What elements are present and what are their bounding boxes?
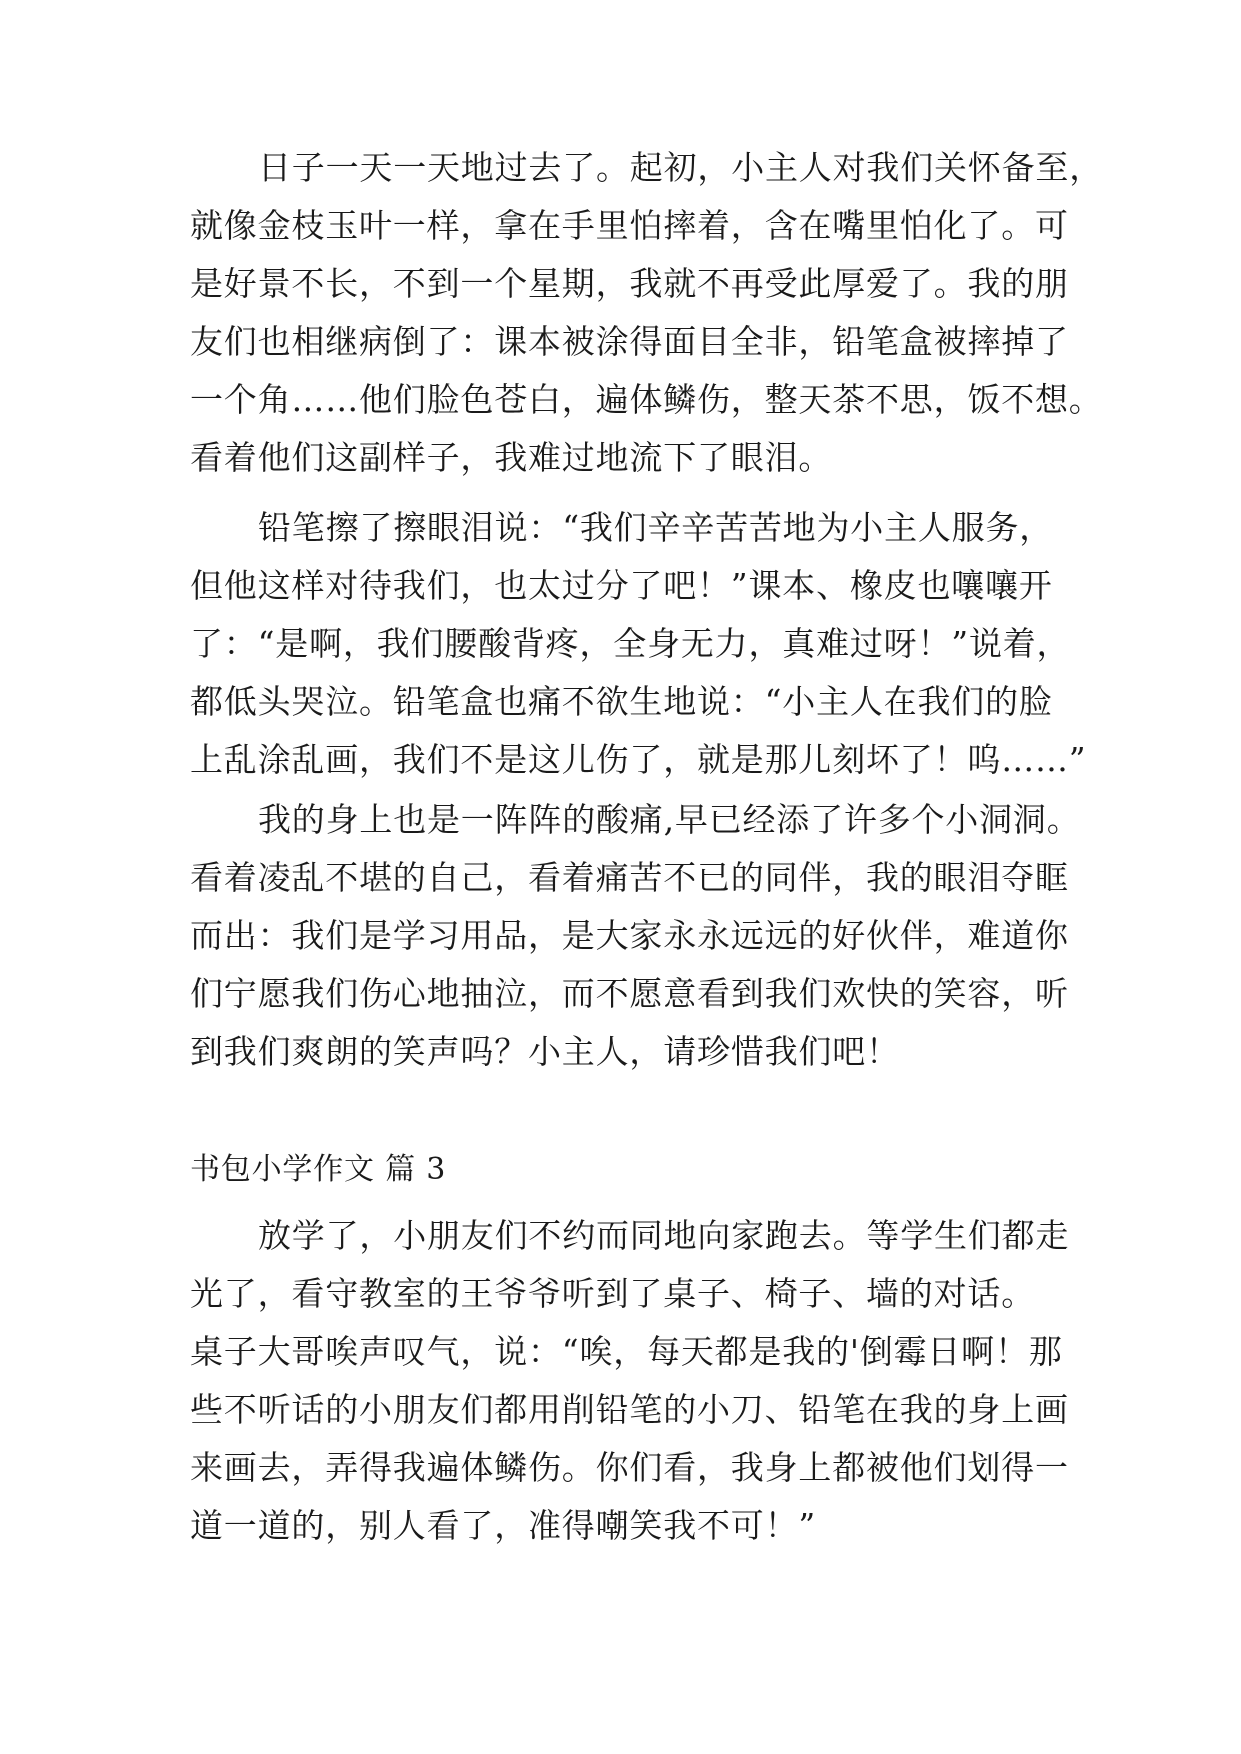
- section-paragraph-line-6: 道一道的，别人看了，准得嘲笑我不可！”: [190, 1506, 817, 1545]
- paragraph-1-line-4: 友们也相继病倒了：课本被涂得面目全非，铅笔盒被摔掉了: [190, 322, 1069, 361]
- paragraph-1-line-5: 一个角……他们脸色苍白，遍体鳞伤，整天茶不思，饭不想。: [190, 380, 1103, 419]
- paragraph-2-line-5: 上乱涂乱画，我们不是这儿伤了，就是那儿刻坏了！呜……”: [190, 740, 1087, 779]
- paragraph-2-line-4: 都低头哭泣。铅笔盒也痛不欲生地说：“小主人在我们的脸: [190, 682, 1053, 721]
- section-paragraph-line-2: 光了，看守教室的王爷爷听到了桌子、椅子、墙的对话。: [190, 1274, 1035, 1313]
- paragraph-3-line-2: 看着凌乱不堪的自己，看着痛苦不已的同伴，我的眼泪夺眶: [190, 858, 1069, 897]
- paragraph-2-line-2: 但他这样对待我们，也太过分了吧！”课本、橡皮也嚷嚷开: [190, 566, 1053, 605]
- paragraph-2-line-3: 了：“是啊，我们腰酸背疼，全身无力，真难过呀！”说着，: [190, 624, 1071, 663]
- paragraph-3-line-4: 们宁愿我们伤心地抽泣，而不愿意看到我们欢快的笑容，听: [190, 974, 1069, 1013]
- paragraph-3-line-3: 而出：我们是学习用品，是大家永永远远的好伙伴，难道你: [190, 916, 1069, 955]
- section-heading: 书包小学作文 篇 3: [190, 1152, 447, 1187]
- paragraph-1-line-6: 看着他们这副样子，我难过地流下了眼泪。: [190, 438, 833, 477]
- section-paragraph-line-3: 桌子大哥唉声叹气，说：“唉，每天都是我的'倒霉日啊！那: [190, 1332, 1063, 1371]
- paragraph-2-line-1: 铅笔擦了擦眼泪说：“我们辛辛苦苦地为小主人服务，: [258, 508, 1054, 547]
- paragraph-1-line-2: 就像金枝玉叶一样，拿在手里怕摔着，含在嘴里怕化了。可: [190, 206, 1069, 245]
- section-paragraph-line-4: 些不听话的小朋友们都用削铅笔的小刀、铅笔在我的身上画: [190, 1390, 1069, 1429]
- section-paragraph-line-1: 放学了，小朋友们不约而同地向家跑去。等学生们都走: [258, 1216, 1070, 1255]
- paragraph-3-line-1: 我的身上也是一阵阵的酸痛,早已经添了许多个小洞洞。: [258, 800, 1081, 839]
- paragraph-3-line-5: 到我们爽朗的笑声吗？小主人，请珍惜我们吧！: [190, 1032, 900, 1071]
- section-paragraph-line-5: 来画去，弄得我遍体鳞伤。你们看，我身上都被他们划得一: [190, 1448, 1069, 1487]
- paragraph-1-line-3: 是好景不长，不到一个星期，我就不再受此厚爱了。我的朋: [190, 264, 1069, 303]
- paragraph-1-line-1: 日子一天一天地过去了。起初，小主人对我们关怀备至，: [258, 148, 1103, 187]
